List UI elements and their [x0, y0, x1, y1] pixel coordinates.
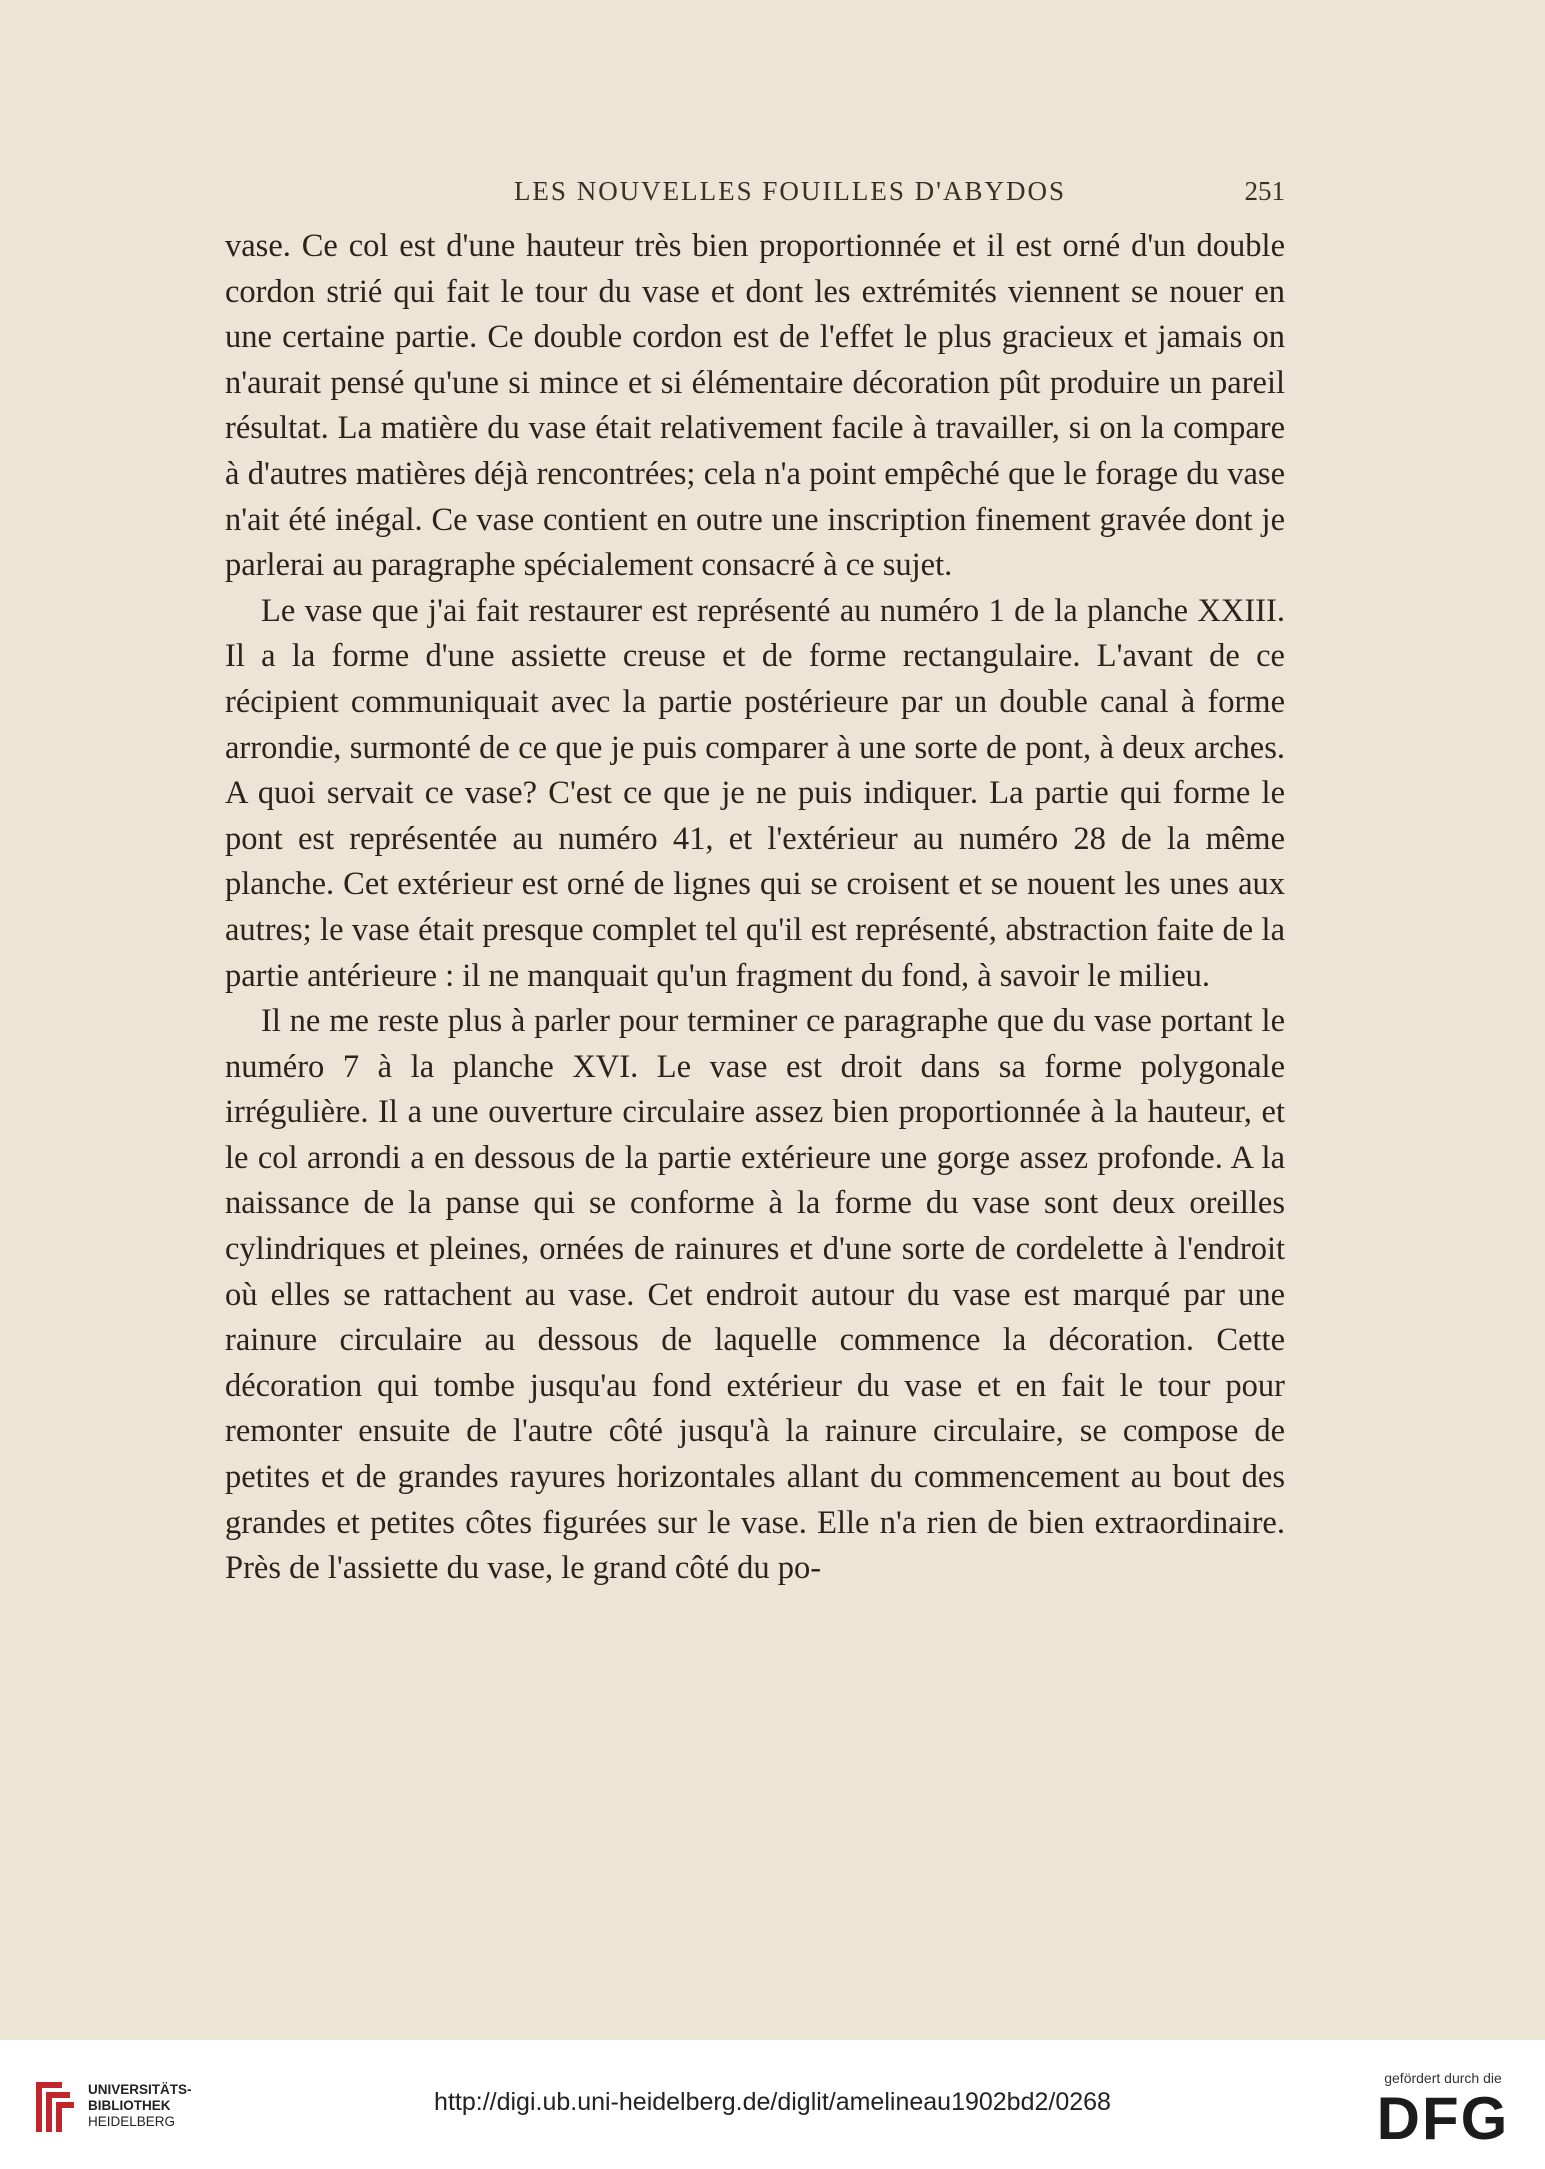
- body-text: [225, 224, 1285, 1592]
- dfg-logo: DFG: [1376, 2085, 1510, 2152]
- funding-caption: gefördert durch die: [1384, 2070, 1502, 2086]
- page-header: [225, 176, 1285, 220]
- library-name-line: HEIDELBERG: [88, 2114, 176, 2129]
- paragraph: Le vase que j'ai fait restaurer est représenté au numéro 1 de la planche XXIII. Il a la forme d'une assiette creuse et de forme rectangulaire. L'avant de ce récipient communiquait avec la partie postérieure par un double canal à forme arrondie, surmonté de ce que je puis comparer à une sorte de pont, à deux arches. A quoi servait ce vase? C'est ce que je ne puis indiquer. La partie qui forme le pont est représentée au numéro 41, et l'extérieur au numéro 28 de la même planche. Cet extérieur est orné de lignes qui se croisent et se nouent les unes aux autres; le vase était presque complet tel qu'il est représenté, abstraction faite de la partie antérieure : il ne manquait qu'un fragment du fond, à savoir le milieu.: [225, 592, 1285, 994]
- permalink-url[interactable]: http://digi.ub.uni-heidelberg.de/diglit/amelineau1902bd2/0268: [434, 2088, 1111, 2116]
- library-name-line: UNIVERSITÄTS-: [88, 2082, 192, 2097]
- running-title: LES NOUVELLES FOUILLES D'ABYDOS: [513, 176, 1067, 206]
- paragraph: Il ne me reste plus à parler pour terminer ce paragraphe que du vase portant le numéro 7 à la planche XVI. Le vase est droit dans sa forme polygonale irrégulière. Il a une ouverture circulaire assez bien proportionnée à la hauteur, et le col arrondi a en dessous de la partie extérieure une gorge assez profonde. A la naissance de la panse qui se conforme à la forme du vase sont deux oreilles cylindriques et pleines, ornées de rainures et d'une sorte de cordelette à l'endroit où elles se rattachent au vase. Cet endroit autour du vase est marqué par une rainure circulaire au dessous de laquelle commence la décoration. Cette décoration qui tombe jusqu'au fond extérieur du vase et en fait le tour pour remonter ensuite de l'autre côté jusqu'à la rainure circulaire, se compose de petites et de grandes rayures horizontales allant du commencement au bout des grandes et petites côtes figurées sur le vase. Elle n'a rien de bien extraordinaire. Près de l'assiette du vase, le grand côté du po-: [225, 1003, 1285, 1587]
- paragraph: vase. Ce col est d'une hauteur très bien proportionnée et il est orné d'un double cordon strié qui fait le tour du vase et dont les extrémités viennent se nouer en une certaine partie. Ce double cordon est de l'effet le plus gracieux et jamais on n'aurait pensé qu'une si mince et si élémentaire décoration pût produire un pareil résultat. La matière du vase était relativement facile à travailler, si on la compare à d'autres matières déjà rencontrées; cela n'a point empêché que le forage du vase n'ait été inégal. Ce vase contient en outre une inscription finement gravée dont je parlerai au paragraphe spécialement consacré à ce sujet.: [225, 228, 1285, 584]
- funding-block[interactable]: [1363, 2070, 1523, 2152]
- library-name-line: BIBLIOTHEK: [88, 2098, 171, 2113]
- footer-bar: [0, 2040, 1545, 2169]
- page-number: 251: [1244, 176, 1285, 206]
